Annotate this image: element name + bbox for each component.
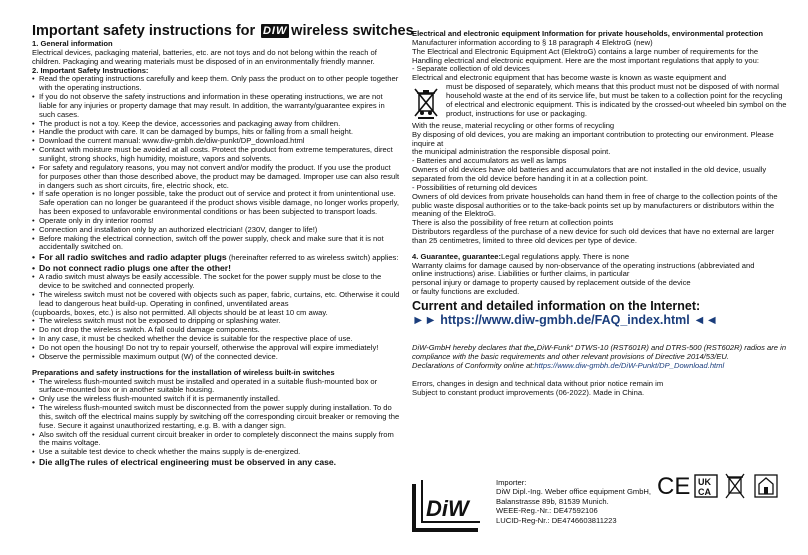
list-item: • If safe operation is no longer possible, take the product out of service and protect it from unintentional use. Safe operation can no longer be guaranteed if the product shows visible damage, no longer works properly, has been exposed to unfavorable environmental conditions or has been subjected to transport loads. bbox=[32, 190, 400, 217]
list-item: • Download the current manual: www.diw-gmbh.de/diw-punkt/DP_download.html bbox=[32, 137, 400, 146]
plugs-item bbox=[32, 252, 400, 263]
after-bin-line: Owners of old devices have old batteries and accumulators that are not installed in the old device, usually separated from the old device before handing it in at a collection point. bbox=[412, 165, 767, 183]
declaration-text: DiW-GmbH hereby declares that the„DiW-Funk“ DTWS-10 (RST601R) and DTRS-500 (RST602R) radios are in compliance with the basic requirements and other relevant provisions of Directive 2014/53/EU. bbox=[412, 342, 787, 361]
list-item: • Contact with moisture must be avoided at all costs. Protect the product from extreme temperatures, direct sunlight, strong shocks, high humidity, moisture, vapors and solvents. bbox=[32, 146, 400, 164]
list-item: • Do not drop the wireless switch. A fall could damage components. bbox=[32, 326, 400, 335]
after-bin-line: There is also the possibility of free return at collection points bbox=[412, 218, 614, 228]
list-item: • If you do not observe the safety instructions and information in these operating instructions, we are not liable for any injuries or property damage that may result. In addition, the warranty/guarantee expires in such cases. bbox=[32, 93, 400, 120]
arrow-right-icon: ►► bbox=[412, 312, 437, 327]
cupboards-text: (cupboards, boxes, etc.) is also not permitted. All objects should be at least 10 cm away. bbox=[32, 307, 328, 317]
list-item: • Before making the electrical connection, switch off the power supply, check and make sure that it is not accidentally switched on. bbox=[32, 235, 400, 253]
list-item: • Use a suitable test device to check whether the mains supply is de-energized. bbox=[32, 448, 400, 457]
list-item: • Also switch off the residual current circuit breaker in order to completely disconnect the mains supply from the mains voltage. bbox=[32, 431, 400, 449]
list-item: • For safety and regulatory reasons, you may not convert and/or modify the product. If you use the product for purposes other than those described above, the product may be damaged. Improper use can also result in dangers such as short circuits, fire, electric shock, etc. bbox=[32, 164, 400, 191]
importer-line: LUCID-Reg-Nr.: DE4746603811223 bbox=[496, 515, 617, 525]
internet-title: Current and detailed information on the Internet: bbox=[412, 298, 701, 313]
important-heading: 2. Important Safety Instructions: bbox=[32, 65, 149, 75]
after-bin-line: Distributors regardless of the purchase of a new device for such old devices that have no external are larger than 25 centimetres, limited to three old devices per type of device. bbox=[412, 227, 775, 245]
list-item: • The wireless switch must not be covered with objects such as paper, fabric, curtains, etc. Otherwise it could lead to dangerous heat build-up. Operating in confined, unventilated areas bbox=[32, 291, 400, 309]
weee-line: The Electrical and Electronic Equipment Act (ElektroG) contains a large number of requirements for the bbox=[412, 46, 759, 56]
title-after: wireless switches bbox=[291, 23, 414, 39]
crossed-bin-small-icon bbox=[726, 474, 744, 498]
list-item: • Do not open the housing! Do not try to repair yourself, otherwise the approval will expire immediately! bbox=[32, 344, 400, 353]
list-item: • Read the operating instructions carefully and keep them. Only pass the product on to other people together with the operating instructions. bbox=[32, 75, 400, 93]
diw-importer-logo bbox=[412, 478, 482, 538]
bin-text: must be disposed of separately, which means that this product must not be disposed of with normal household waste at the end of its service life, but must be taken to a collection point for the recycling of electrical and electronic equipment. This is indicated by the crossed-out wheeled bin symbol on the product, instructions for use or packaging. bbox=[446, 82, 787, 118]
indoor-use-icon bbox=[755, 475, 777, 497]
weee-line: - Separate collection of old devices bbox=[412, 64, 530, 74]
guarantee-text: or faulty functions are excluded. bbox=[412, 287, 520, 297]
declaration-online bbox=[412, 362, 790, 371]
bin-first-line: Electrical and electronic equipment that has become waste is known as waste equipment and bbox=[412, 73, 727, 83]
ukca-bottom: CA bbox=[698, 487, 711, 497]
prep-heading: Preparations and safety instructions for the installation of wireless built-in switches bbox=[32, 367, 335, 377]
importer-block bbox=[412, 478, 651, 538]
importer-line: DiW Dipl.-Ing. Weber office equipment GmbH, bbox=[496, 487, 652, 497]
declaration-link[interactable]: https://www.diw-gmbh.de/DiW-Punkt/DP_Download.html bbox=[534, 360, 725, 370]
list-item: • Observe the permissible maximum output (W) of the connected device. bbox=[32, 353, 400, 362]
after-bin-line: By disposing of old devices, you are making an important contribution to protecting our environment. Please inquire at bbox=[412, 129, 774, 148]
list-item: • Connection and installation only by an authorized electrician! (230V, danger to life!) bbox=[32, 226, 400, 235]
faq-link-row[interactable] bbox=[412, 313, 790, 328]
do-not-connect-item: • Do not connect radio plugs one after the other! bbox=[32, 263, 400, 273]
errors-line: Errors, changes in design and technical data without prior notice remain im bbox=[412, 379, 664, 389]
ce-mark-text: CE bbox=[657, 473, 691, 500]
declaration-label: Declarations of Conformity online at: bbox=[412, 360, 535, 370]
crossed-bin-icon bbox=[412, 83, 442, 122]
ukca-mark-icon bbox=[695, 475, 717, 497]
weee-line: Handling electrical and electronic equipment. Here are the most important regulations that apply to you: bbox=[412, 55, 759, 65]
after-bin-line: - Possibilities of returning old devices bbox=[412, 182, 537, 192]
final-rule: • Die allgThe rules of electrical engineering must be observed in any case. bbox=[32, 457, 400, 467]
weee-line: Manufacturer information according to § 18 paragraph 4 ElektroG (new) bbox=[412, 37, 653, 47]
guarantee-text: personal injury or damage to property caused by replacement outside of the device bbox=[412, 278, 691, 288]
importer-line: Importer: bbox=[496, 478, 527, 487]
arrow-left-icon: ◄◄ bbox=[693, 312, 719, 327]
importer-line: WEEE-Reg.-Nr.: DE47592106 bbox=[496, 506, 598, 516]
importer-logo-text: DiW bbox=[426, 496, 469, 521]
plugs-rest: (hereinafter referred to as wireless switch) applies: bbox=[226, 253, 399, 263]
list-item: • A radio switch must always be easily accessible. The socket for the power supply must be close to the device to be switched and connected properly. bbox=[32, 273, 400, 291]
guarantee-text: Warranty claims for damage caused by non-observance of the operating instructions (abbreviated and bbox=[412, 260, 755, 270]
guarantee-rest: Legal regulations apply. There is none bbox=[501, 251, 630, 261]
diw-logo: DIW bbox=[262, 25, 288, 37]
list-item: • Only use the wireless flush-mounted switch if it is permanently installed. bbox=[32, 395, 400, 404]
after-bin-line: With the reuse, material recycling or other forms of recycling bbox=[412, 120, 615, 130]
list-item: • The wireless flush-mounted switch must be disconnected from the power supply during installation. To do this, switch off the electrical mains supply by switching off the corresponding circuit breaker or removing the fuse. Secure it against unauthorized restarting, e.g. B. with a danger sign. bbox=[32, 404, 400, 431]
guarantee-bold: 4. Guarantee, guarantee: bbox=[412, 251, 502, 261]
certification-marks bbox=[657, 472, 797, 500]
plugs-bold: For all radio switches and radio adapter plugs bbox=[39, 252, 227, 263]
list-item: • The wireless flush-mounted switch must be installed and operated in a suitable flush-mounted box or surface-mounted box or in another suitable housing. bbox=[32, 378, 400, 396]
list-item: • The wireless switch must not be exposed to dripping or splashing water. bbox=[32, 317, 400, 326]
title-before: Important safety instructions for bbox=[32, 23, 256, 39]
importer-text bbox=[496, 478, 651, 525]
after-bin-line: Owners of old devices from private households can hand them in free of charge to the collection points of the public waste disposal authorities or to the take-back points set up by manufacturers or distributors within the meaning of the ElektroG. bbox=[412, 191, 778, 219]
prep-list bbox=[32, 378, 400, 468]
important-list bbox=[32, 75, 400, 308]
ce-mark-icon bbox=[657, 473, 690, 500]
weee-heading: Electrical and electronic equipment Information for private households, environmental protection bbox=[412, 29, 764, 38]
marks-svg bbox=[657, 472, 797, 500]
list-item: • Operate only in dry interior rooms! bbox=[32, 217, 400, 226]
page-title bbox=[32, 23, 414, 39]
list-item: • Handle the product with care. It can be damaged by bumps, hits or falling from a small height. bbox=[32, 128, 400, 137]
ukca-top: UK bbox=[698, 477, 711, 487]
list-item: • In any case, it must be checked whether the device is suitable for the respective place of use. bbox=[32, 335, 400, 344]
general-heading: 1. General information bbox=[32, 39, 113, 48]
left-column bbox=[32, 40, 400, 467]
importer-line: Balanstrasse 89b, 81539 Munich. bbox=[496, 496, 609, 506]
faq-link[interactable]: https://www.diw-gmbh.de/FAQ_index.html bbox=[440, 312, 690, 327]
general-text: Electrical devices, packaging material, batteries, etc. are not toys and do not belong within the reach of children. Packaging and wearing materials must be disposed of in an environmentally friendly manner. bbox=[32, 47, 377, 66]
guarantee-text: online instructions) arise. Liabilities or further claims, in particular bbox=[412, 269, 630, 279]
after-bin-line: - Batteries and accumulators as well as lamps bbox=[412, 156, 567, 166]
list-item: • The product is not a toy. Keep the device, accessories and packaging away from children. bbox=[32, 120, 400, 129]
bin-row bbox=[412, 83, 790, 122]
errors-line: Subject to constant product improvements (06-2022). Made in China. bbox=[412, 388, 645, 398]
after-bin-line: the municipal administration the responsible disposal point. bbox=[412, 147, 611, 157]
right-column bbox=[412, 30, 790, 398]
important-list-2 bbox=[32, 317, 400, 361]
